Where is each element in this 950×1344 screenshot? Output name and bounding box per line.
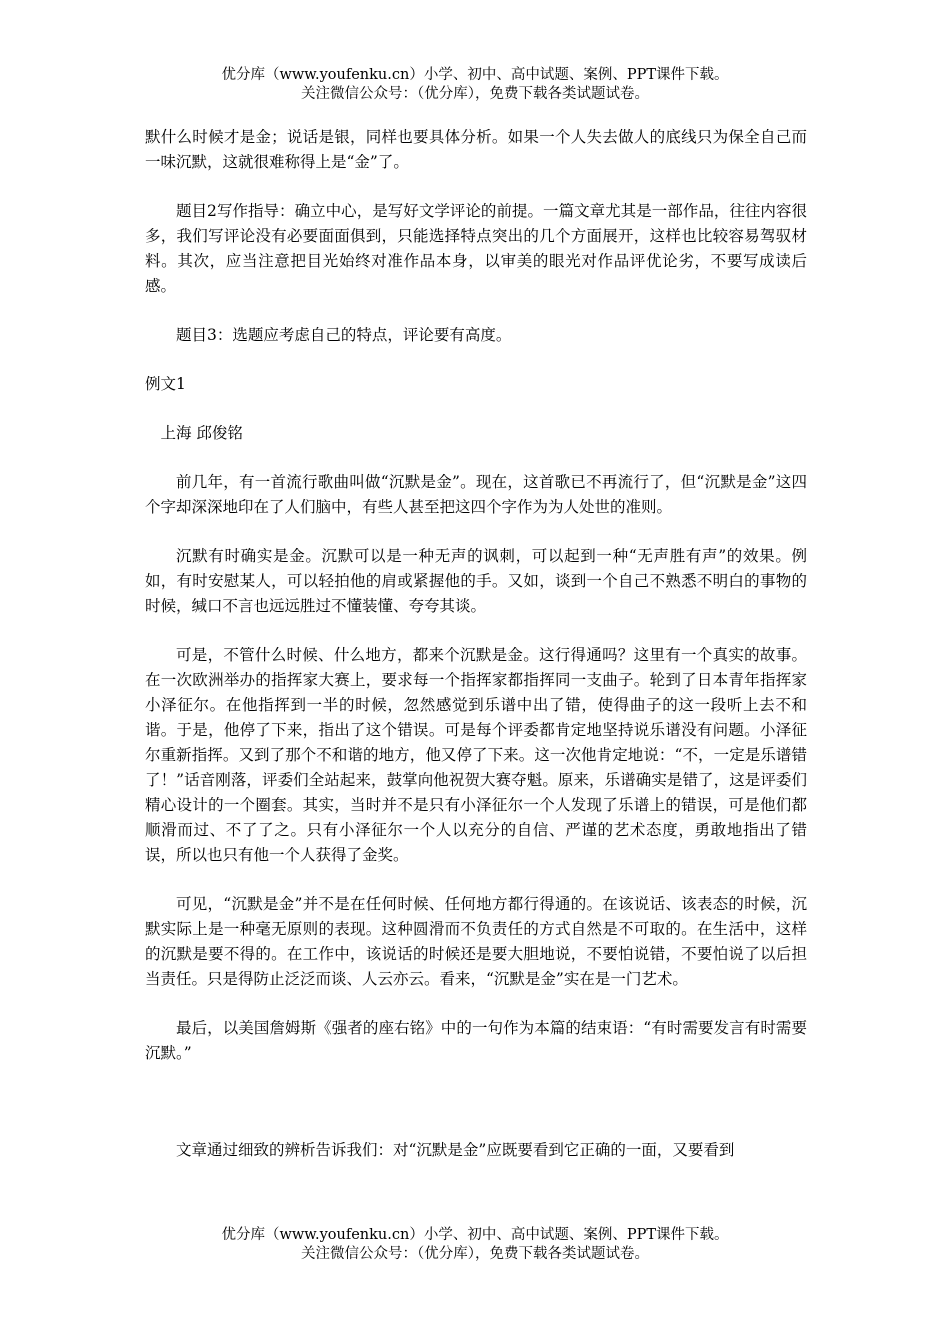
footer-line-1: 优分库（www.youfenku.cn）小学、初中、高中试题、案例、PPT课件下载。 xyxy=(221,1227,729,1243)
page-footer xyxy=(0,1226,950,1264)
example-author: 上海 邱俊铭 xyxy=(160,424,243,442)
example-heading: 例文1 xyxy=(145,375,186,393)
paragraph-topic-2-guidance: 题目2写作指导：确立中心，是写好文学评论的前提。一篇文章尤其是一部作品，往往内容很多，我们写评论没有必要面面俱到，只能选择特点突出的几个方面展开，这样也比较容易驾驭材料。其次，应当注意把目光始终对准作品本身，以审美的眼光对作品评优论劣，不要写成读后感。 xyxy=(145,202,807,295)
paragraph-story: 可是，不管什么时候、什么地方，都来个沉默是金。这行得通吗？这里有一个真实的故事。在一次欧洲举办的指挥家大赛上，要求每一个指挥家都指挥同一支曲子。轮到了日本青年指挥家小泽征尔。在他指挥到一半的时候，忽然感觉到乐谱中出了错，使得曲子的这一段听上去不和谐。于是，他停了下来，指出了这个错误。可是每个评委都肯定地坚持说乐谱没有问题。小泽征尔重新指挥。又到了那个不和谐的地方，他又停了下来。这一次他肯定地说：“不，一定是乐谱错了！”话音刚落，评委们全站起来，鼓掌向他祝贺大赛夺魁。原来，乐谱确实是错了，这是评委们精心设计的一个圈套。其实，当时并不是只有小泽征尔一个人发现了乐谱上的错误，可是他们都顺滑而过、不了了之。只有小泽征尔一个人以充分的自信、严谨的艺术态度，勇敢地指出了错误，所以也只有他一个人获得了金奖。 xyxy=(145,646,807,864)
paragraph-ending: 最后，以美国詹姆斯《强者的座右铭》中的一句作为本篇的结束语：“有时需要发言有时需要沉默。” xyxy=(145,1019,807,1062)
paragraph-continuation: 默什么时候才是金；说话是银，同样也要具体分析。如果一个人失去做人的底线只为保全自己而一味沉默，这就很难称得上是“金”了。 xyxy=(145,128,807,171)
paragraph-topic-3: 题目3：选题应考虑自己的特点，评论要有高度。 xyxy=(176,326,512,344)
header-line-1: 优分库（www.youfenku.cn）小学、初中、高中试题、案例、PPT课件下载。 xyxy=(221,67,729,83)
paragraph-intro: 前几年，有一首流行歌曲叫做“沉默是金”。现在，这首歌已不再流行了，但“沉默是金”这四个字却深深地印在了人们脑中，有些人甚至把这四个字作为为人处世的准则。 xyxy=(145,473,807,516)
footer-line-2: 关注微信公众号：（优分库），免费下载各类试题试卷。 xyxy=(301,1246,649,1262)
page-header xyxy=(0,66,950,104)
paragraph-commentary: 文章通过细致的辨析告诉我们：对“沉默是金”应既要看到它正确的一面，又要看到 xyxy=(176,1141,735,1159)
header-line-2: 关注微信公众号：（优分库），免费下载各类试题试卷。 xyxy=(301,86,649,102)
paragraph-silence-is-gold: 沉默有时确实是金。沉默可以是一种无声的讽刺，可以起到一种“无声胜有声”的效果。例如，有时安慰某人，可以轻拍他的肩或紧握他的手。又如，谈到一个自己不熟悉不明白的事物的时候，缄口不言也远远胜过不懂装懂、夸夸其谈。 xyxy=(145,547,807,615)
paragraph-conclusion: 可见，“沉默是金”并不是在任何时候、任何地方都行得通的。在该说话、该表态的时候，沉默实际上是一种毫无原则的表现。这种圆滑而不负责任的方式自然是不可取的。在生活中，这样的沉默是要不得的。在工作中，该说话的时候还是要大胆地说，不要怕说错，不要怕说了以后担当责任。只是得防止泛泛而谈、人云亦云。看来，“沉默是金”实在是一门艺术。 xyxy=(145,895,807,988)
document-body xyxy=(145,125,807,1163)
blank-space xyxy=(145,1090,807,1138)
